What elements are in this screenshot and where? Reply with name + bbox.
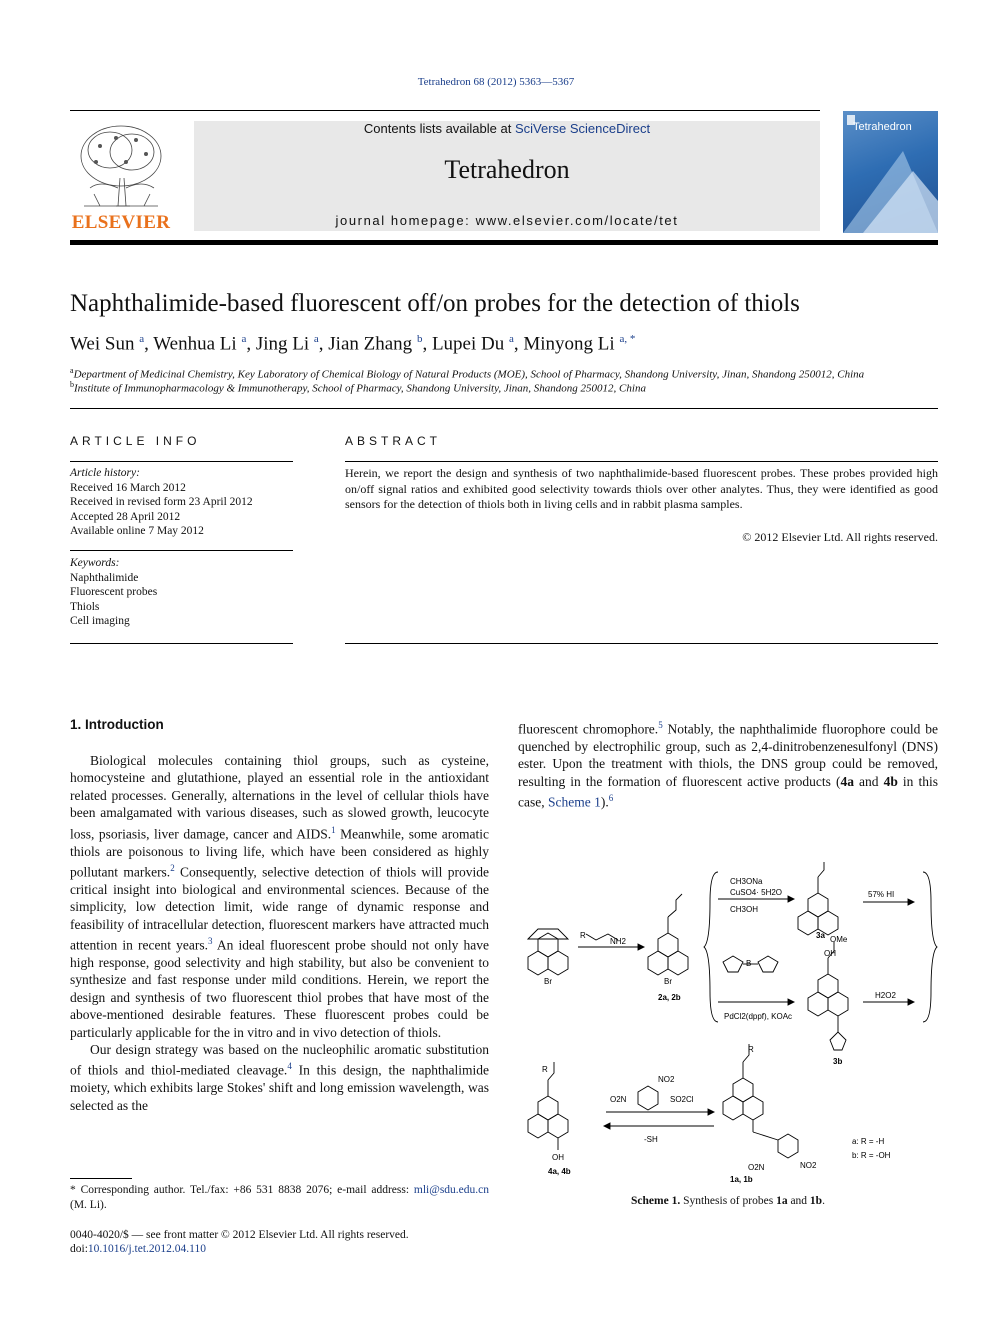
- keywords-label: Keywords:: [70, 557, 120, 569]
- compound-1-label: 1a, 1b: [730, 1175, 753, 1184]
- author-name: Jing Li: [255, 333, 310, 355]
- reference-link[interactable]: 5: [658, 720, 663, 730]
- keyword: Cell imaging: [70, 615, 130, 627]
- label-o2n-1: O2N: [748, 1163, 765, 1172]
- reagent-hi: 57% HI: [868, 890, 895, 899]
- text-run: Meanwhile, some aromatic thiols are poisonous to living life, which have been considered as highly pollutant markers.: [70, 826, 489, 880]
- intro-right-column: [518, 717, 938, 811]
- text-run: Biological molecules containing thiol groups, such as cysteine, homocysteine and glutathione, played an essential role in the antioxidant related processes. Generally, alternations in the level of cellular thiols have been amalgamated with various diseases, such as slowed growth, leucocyte loss, psoriasis, liver damage, cancer and AIDS.: [70, 753, 489, 842]
- compound-4-structure: [528, 1062, 568, 1150]
- compound-ref: 1b: [809, 1195, 823, 1207]
- text-run: in this case,: [518, 773, 939, 810]
- author-affil-mark[interactable]: a, *: [619, 333, 636, 345]
- text-run: An ideal fluorescent probe should not only have high response, good selectivity and high stability, but also be convenient to synthesize and fast response under mild conditions. Herein, we report the design and synthesis of two fluorescent thiol probes that have most of the above-mentioned desirable features. These fluorescent probes could be particularly applicable for the in vitro and in vivo detection of thiols.: [70, 937, 489, 1040]
- front-matter-note: 0040-4020/$ — see front matter © 2012 Elsevier Ltd. All rights reserved.: [70, 1229, 409, 1241]
- legend-rb: b: R = -OH: [852, 1151, 891, 1160]
- corr-prefix: * Corresponding author. Tel./fax: +86 531 8838 2076; e-mail address:: [70, 1184, 414, 1196]
- header-thick-rule: [70, 240, 938, 245]
- compound-3b-structure: [808, 942, 848, 1050]
- affiliation-b: [70, 380, 938, 395]
- author-email-link[interactable]: mli@sdu.edu.cn: [413, 1184, 489, 1196]
- author-name: Jian Zhang: [328, 333, 413, 355]
- author-list: Wei Sun $^a$, Wenhua Li $^a$, Jing Li $^a$, Jian Zhang $^b$, Lupei Du $^a$, Minyong Li $^{a, *}$: [70, 333, 636, 355]
- reagent-ch3ona: CH3ONa: [730, 877, 763, 886]
- label-no2-1: NO2: [800, 1161, 817, 1170]
- compound-3a-label: 3a: [816, 931, 825, 940]
- text-run: and: [853, 773, 884, 789]
- text-run: In this design, the naphthalimide moiety, which exhibits large Stokes' shift and long emission wavelength, was selected as the: [70, 1062, 489, 1113]
- affiliation-mark: a: [70, 366, 74, 375]
- scheme-caption: [518, 1195, 938, 1207]
- divider: [70, 643, 293, 644]
- label-amine: NH2: [610, 937, 627, 946]
- reagent-ch3oh: CH3OH: [730, 905, 759, 914]
- footnote-rule: [70, 1178, 132, 1179]
- history-item: Accepted 28 April 2012: [70, 510, 181, 523]
- corr-suffix: (M. Li).: [70, 1199, 107, 1211]
- keyword: Fluorescent probes: [70, 586, 158, 598]
- label-amine-r: R: [580, 931, 586, 940]
- contents-prefix: Contents lists available at: [363, 121, 515, 136]
- divider: [345, 461, 938, 462]
- reagent-pd: PdCl2(dppf), KOAc: [724, 1012, 793, 1021]
- label-oh-top: OH: [824, 949, 836, 958]
- affiliation-text: Department of Medicinal Chemistry, Key Laboratory of Chemical Biology of Natural Products (MOE), School of Pharmacy, Shandong University, Jinan, Shandong 250012, China: [73, 368, 865, 381]
- author-name: Wenhua Li: [153, 333, 237, 355]
- compound-ref: 4a: [840, 773, 854, 789]
- text-run: fluorescent chromophore.: [518, 721, 659, 737]
- affiliation-text: Institute of Immunopharmacology & Immunotherapy, School of Pharmacy, Shandong University, Jinan, Shandong 250012, China: [74, 382, 646, 395]
- intro-paragraph-2: [70, 1041, 489, 1114]
- intro-paragraph-1: [70, 752, 489, 1041]
- article-info-heading: ARTICLE INFO: [70, 434, 201, 448]
- text-run: Our design strategy was based on the nucleophilic aromatic substitution of thiols and thiol-mediated cleavage.: [70, 1042, 489, 1078]
- compound-ref: 4b: [883, 773, 898, 789]
- reference-link[interactable]: 3: [207, 936, 213, 947]
- divider: [345, 643, 938, 644]
- keyword: Naphthalimide: [70, 571, 139, 584]
- header-rule: [70, 110, 820, 111]
- cover-title: Tetrahedron: [853, 121, 912, 133]
- keywords: [70, 556, 293, 629]
- history-label: Article history:: [70, 467, 140, 479]
- author-affil-mark[interactable]: a: [313, 333, 319, 345]
- anhydride-structure: [528, 929, 568, 975]
- doi-link[interactable]: 10.1016/j.tet.2012.04.110: [87, 1243, 206, 1255]
- reference-link[interactable]: 4: [287, 1061, 292, 1072]
- article-title: Naphthalimide-based fluorescent off/on probes for the detection of thiols: [70, 290, 800, 317]
- dns-no2: NO2: [658, 1075, 675, 1084]
- legend-ra: a: R = -H: [852, 1137, 885, 1146]
- label-b: B: [746, 959, 752, 968]
- caption-end: .: [822, 1195, 825, 1207]
- reference-link[interactable]: 6: [608, 793, 614, 804]
- affiliation-a: [70, 366, 938, 381]
- journal-homepage[interactable]: journal homepage: www.elsevier.com/locate/tet: [335, 213, 679, 228]
- label-br-2: Br: [664, 977, 672, 986]
- compound-1-structure: [723, 1044, 798, 1158]
- compound-3a-structure: [798, 862, 838, 935]
- history-item: Available online 7 May 2012: [70, 525, 204, 537]
- elsevier-wordmark: ELSEVIER: [71, 212, 171, 233]
- abstract-text: Herein, we report the design and synthesis of two naphthalimide-based fluorescent probes. These probes provided high on/off signal ratios and exhibited good selectivity towards thiols over other analytes. Thus, they were identified as good sensors for the detection of thiols both in living cells and in rabbit plasma samples.: [345, 466, 938, 511]
- reagent-cuso4: CuSO4· 5H2O: [730, 888, 783, 897]
- label-oh: OH: [552, 1153, 564, 1162]
- reagent-h2o2: H2O2: [875, 991, 896, 1000]
- corresponding-author-note: [70, 1183, 489, 1213]
- compound-4-label: 4a, 4b: [548, 1167, 571, 1176]
- label-r-1: R: [748, 1045, 754, 1054]
- keyword: Thiols: [70, 600, 100, 613]
- compound-2-label: 2a, 2b: [658, 993, 681, 1002]
- history-item: Received in revised form 23 April 2012: [70, 496, 253, 508]
- doi-prefix: doi:: [70, 1243, 88, 1255]
- caption-text: Synthesis of probes: [680, 1195, 777, 1207]
- contents-line: [194, 121, 820, 136]
- author-name: Wei Sun: [70, 333, 135, 355]
- caption-and: and: [787, 1195, 810, 1207]
- section-heading-introduction: 1. Introduction: [70, 717, 164, 732]
- compound-ref: 1a: [776, 1195, 788, 1207]
- article-history: [70, 466, 293, 539]
- intro-left-column: [70, 752, 489, 1114]
- reagent-sh: -SH: [644, 1135, 658, 1144]
- author-name: Lupei Du: [431, 333, 505, 355]
- reference-link[interactable]: 1: [331, 824, 336, 835]
- author-affil-mark[interactable]: a: [139, 333, 145, 345]
- compound-3b-label: 3b: [833, 1057, 843, 1066]
- compound-2-structure: [648, 894, 688, 975]
- label-br: Br: [544, 977, 552, 986]
- text-run: ).: [600, 794, 609, 810]
- divider: [70, 461, 293, 462]
- dns-so2cl: SO2Cl: [670, 1095, 694, 1104]
- label-r-4: R: [542, 1065, 548, 1074]
- scheme-link[interactable]: Scheme 1: [547, 794, 601, 810]
- label-ome: OMe: [830, 935, 848, 944]
- text-run: Notably, the naphthalimide fluorophore could be quenched by electrophilic group, such as 2,4-dinitrobenzenesulfonyl (DNS) ester. Upon the treatment with thiols, the DNS group could be removed, resulting in the formation of fluorescent active products (: [518, 721, 938, 789]
- dns-o2n: O2N: [610, 1095, 627, 1104]
- abstract-copyright: © 2012 Elsevier Ltd. All rights reserved.: [742, 530, 938, 544]
- author-affil-mark[interactable]: b: [416, 333, 423, 345]
- divider: [70, 550, 293, 551]
- author-affil-mark[interactable]: a: [241, 333, 247, 345]
- text-run: Consequently, selective detection of thiols will provide critical insight into biological and environmental sciences. Because of the simplicity, low detection limit, wide range of dynamic response and feasibility of intracellular detection, fluorescent markers have attracted much attention in recent years.: [70, 864, 489, 953]
- affiliation-mark: b: [70, 380, 74, 389]
- caption-label: Scheme 1.: [631, 1195, 681, 1207]
- reference-link[interactable]: 2: [170, 862, 175, 873]
- author-name: Minyong Li: [523, 333, 615, 355]
- author-affil-mark[interactable]: a: [508, 333, 514, 345]
- doi-line: [70, 1242, 489, 1257]
- history-item: Received 16 March 2012: [70, 481, 186, 494]
- abstract-heading: ABSTRACT: [345, 434, 442, 448]
- journal-citation[interactable]: Tetrahedron 68 (2012) 5363—5367: [417, 76, 575, 88]
- sciencedirect-link[interactable]: SciVerse ScienceDirect: [514, 121, 651, 136]
- journal-name: Tetrahedron: [444, 155, 570, 184]
- scheme-1-figure: [518, 862, 938, 1192]
- divider: [70, 408, 938, 409]
